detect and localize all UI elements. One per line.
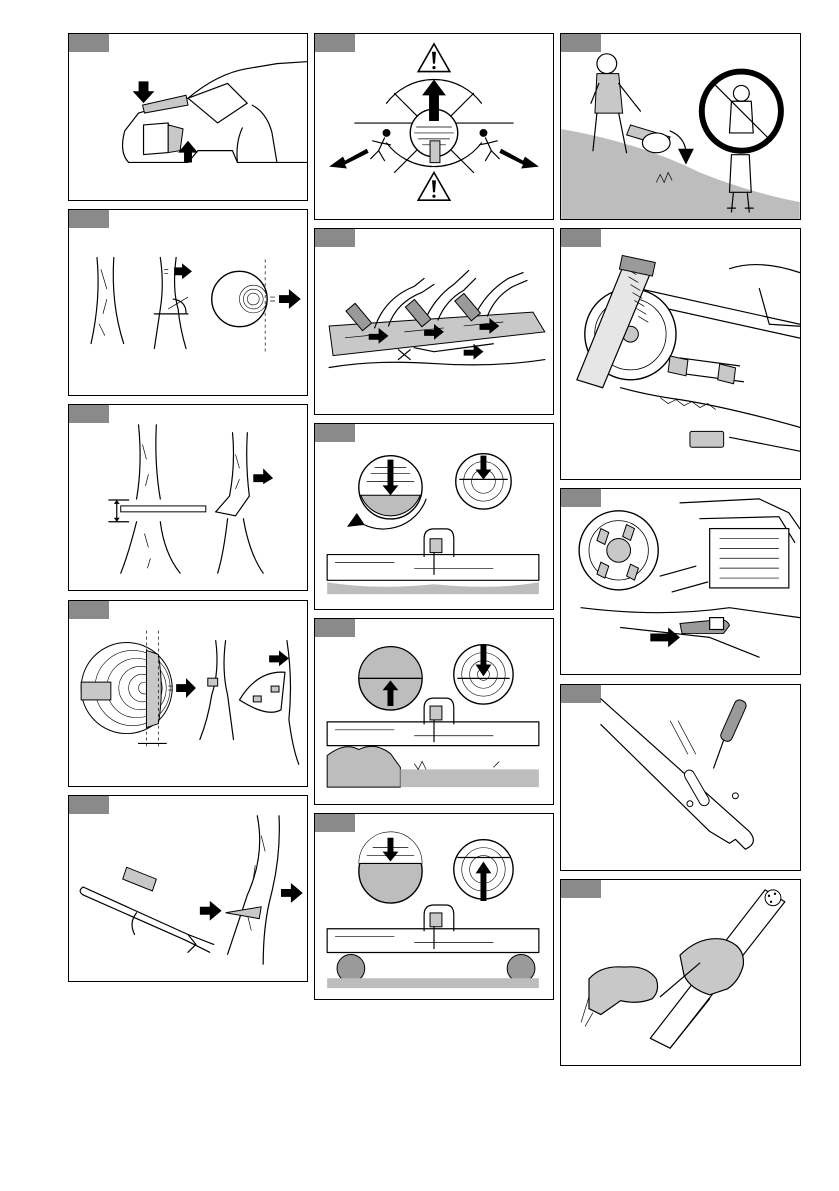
panel-felling-direction xyxy=(68,209,308,396)
saw-bar-marker xyxy=(430,539,442,553)
guide-bar-cleaning-illustration xyxy=(561,685,800,870)
chain-filing-illustration xyxy=(561,229,800,479)
ground-strip xyxy=(327,582,539,594)
prohibited-sign-icon xyxy=(702,72,781,151)
handguard-shape xyxy=(143,95,188,113)
no-cut-mark xyxy=(398,350,410,360)
saw-bar-marker xyxy=(430,913,442,927)
bar-slot xyxy=(683,768,711,807)
bucking-one-end-illustration xyxy=(315,619,553,804)
panel-limbing xyxy=(314,228,554,415)
warning-triangle-icon xyxy=(418,173,450,201)
running-person-icon xyxy=(371,129,391,161)
hinge-strip xyxy=(146,650,161,727)
support-log xyxy=(337,954,365,982)
ground-strip xyxy=(327,978,539,988)
running-person-icon xyxy=(480,129,500,161)
panel-chain-tensioning xyxy=(560,488,801,675)
panel-slope-bucking xyxy=(560,33,801,220)
roll-arrow-icon xyxy=(670,131,694,165)
chain-tensioning-illustration xyxy=(561,489,800,674)
insert-arrow-icon xyxy=(200,901,222,921)
panel-felling-wedge-lever xyxy=(68,795,308,982)
fall-direction-arrow-icon xyxy=(281,883,303,903)
support-log xyxy=(507,954,535,982)
wedge-tool xyxy=(123,867,157,891)
press-arrow-icon xyxy=(650,628,680,648)
direction-arrow-icon xyxy=(270,289,301,309)
limbing-illustration xyxy=(315,229,553,414)
panel-hinge-width xyxy=(68,600,308,787)
hook-lever xyxy=(132,913,137,935)
panel-felling-cut xyxy=(68,404,308,591)
fall-direction-arrow-icon xyxy=(253,468,273,484)
panel-bucking-both-ends xyxy=(314,813,554,1000)
file-block xyxy=(690,431,724,447)
direction-arrow-icon xyxy=(164,263,192,279)
panel-bucking-on-ground xyxy=(314,423,554,610)
press-arrow-icon xyxy=(133,81,155,103)
escape-arrow-icon xyxy=(329,149,369,169)
gloved-hand-right xyxy=(680,939,743,995)
escape-routes-illustration xyxy=(315,34,553,219)
direction-arrow-icon xyxy=(269,650,289,666)
saw-bar-marker xyxy=(430,706,442,720)
bucking-on-ground-illustration xyxy=(315,424,553,609)
screwdriver-icon xyxy=(714,698,748,768)
panel-chain-filing xyxy=(560,228,801,480)
felling-tools-illustration xyxy=(69,796,307,981)
panel-escape-routes xyxy=(314,33,554,220)
sprocket-lubrication-illustration xyxy=(561,880,800,1065)
bucking-both-ends-illustration xyxy=(315,814,553,999)
gloved-hand-left xyxy=(581,967,658,1027)
hinge-width-illustration xyxy=(69,601,307,786)
log-end xyxy=(642,133,670,153)
cut-arrow-icon xyxy=(464,344,484,360)
chain-brake-illustration xyxy=(69,34,307,200)
panel-bucking-one-end xyxy=(314,618,554,805)
support-mound xyxy=(327,746,400,787)
panel-guide-bar-cleaning xyxy=(560,684,801,871)
felling-direction-illustration xyxy=(69,210,307,395)
panel-chain-brake-handguard xyxy=(68,33,308,201)
felling-cut-illustration xyxy=(69,405,307,590)
panel-sprocket-lubrication xyxy=(560,879,801,1066)
rotate-arrow-icon xyxy=(347,513,365,527)
felling-wedge xyxy=(81,682,111,700)
ground-strip xyxy=(400,769,539,787)
tension-screw xyxy=(710,618,724,630)
escape-arrow-icon xyxy=(499,149,539,169)
slope-bucking-illustration xyxy=(561,34,800,219)
warning-triangle-icon xyxy=(418,44,450,72)
